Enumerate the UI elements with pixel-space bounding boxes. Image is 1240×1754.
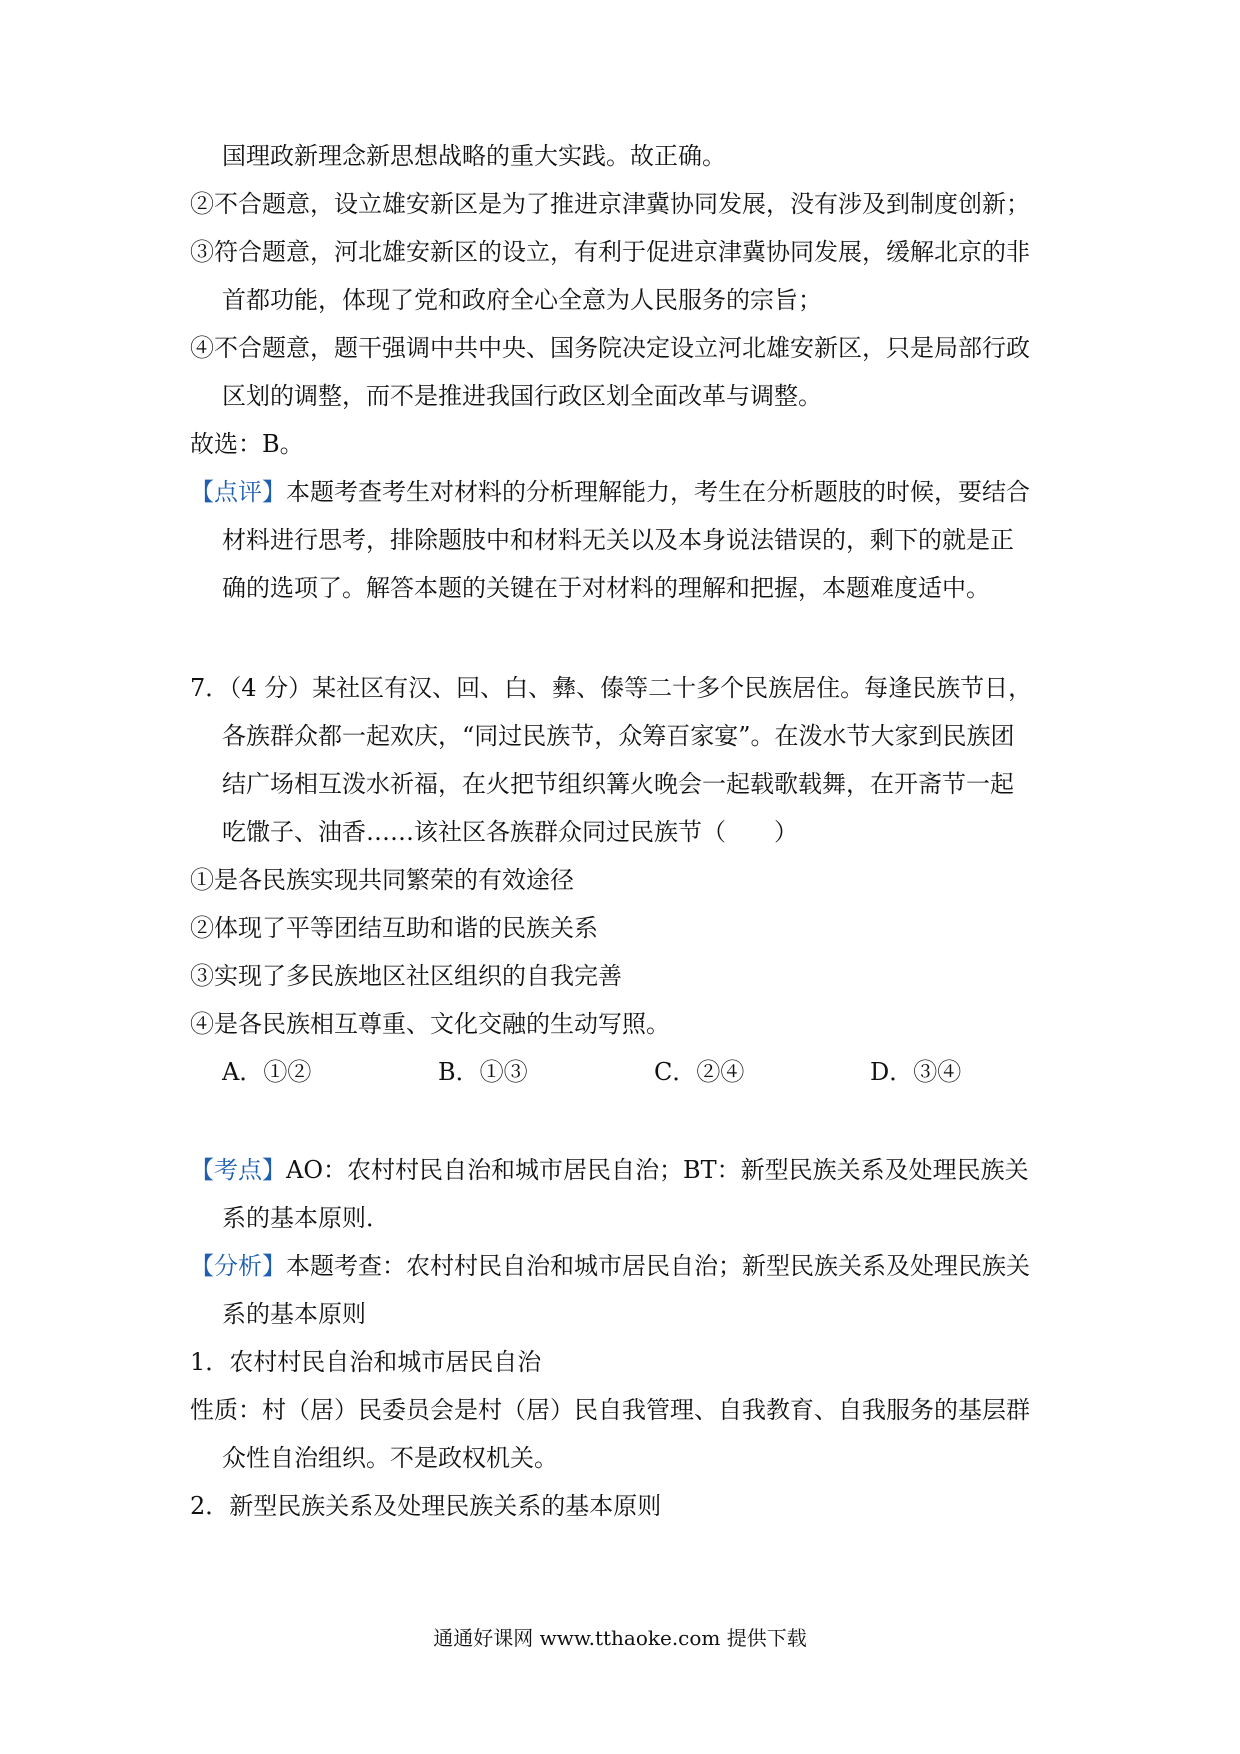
review-tag: 【点评】 <box>190 478 286 506</box>
fenxi-line-2: 系的基本原则 <box>222 1300 366 1328</box>
review-text-1: 本题考查考生对材料的分析理解能力，考生在分析题肢的时候，要结合 <box>286 478 1030 506</box>
fenxi-line-1 <box>190 1250 1030 1282</box>
choice-a: A．①② <box>222 1058 312 1086</box>
fenxi-text-1: 本题考查：农村村民自治和城市居民自治；新型民族关系及处理民族关 <box>286 1252 1030 1280</box>
kaodian-line-2: 系的基本原则． <box>222 1204 390 1232</box>
review-line-1 <box>190 476 1030 508</box>
prev-line-4: 首都功能，体现了党和政府全心全意为人民服务的宗旨； <box>222 286 822 314</box>
review-line-3: 确的选项了。解答本题的关键在于对材料的理解和把握，本题难度适中。 <box>222 574 990 602</box>
prev-line-2: ②不合题意，设立雄安新区是为了推进京津冀协同发展，没有涉及到制度创新； <box>190 190 1030 218</box>
option-4: ④是各民族相互尊重、文化交融的生动写照。 <box>190 1010 670 1038</box>
point-1-text-2: 众性自治组织。不是政权机关。 <box>222 1444 558 1472</box>
choice-c: C．②④ <box>654 1058 745 1086</box>
question-7-line-1: 7．（4 分）某社区有汉、回、白、彝、傣等二十多个民族居住。每逢民族节日， <box>190 674 1033 702</box>
question-7-line-3: 结广场相互泼水祈福，在火把节组织篝火晚会一起载歌载舞，在开斋节一起 <box>222 770 1014 798</box>
kaodian-line-1 <box>190 1154 1029 1186</box>
point-1-heading: 1．农村村民自治和城市居民自治 <box>190 1348 542 1376</box>
point-1-text-1: 性质：村（居）民委员会是村（居）民自我管理、自我教育、自我服务的基层群 <box>190 1396 1030 1424</box>
kaodian-tag: 【考点】 <box>190 1156 286 1184</box>
option-2: ②体现了平等团结互助和谐的民族关系 <box>190 914 598 942</box>
choice-b: B．①③ <box>438 1058 528 1086</box>
question-7-line-4: 吃馓子、油香……该社区各族群众同过民族节（ ） <box>222 818 798 846</box>
point-2-heading: 2．新型民族关系及处理民族关系的基本原则 <box>190 1492 662 1520</box>
answer-choices <box>222 1056 1086 1088</box>
kaodian-text-1: AO：农村村民自治和城市居民自治；BT：新型民族关系及处理民族关 <box>286 1156 1029 1184</box>
question-7-line-2: 各族群众都一起欢庆，“同过民族节，众筹百家宴”。在泼水节大家到民族团 <box>222 722 1015 750</box>
prev-line-5: ④不合题意，题干强调中共中央、国务院决定设立河北雄安新区，只是局部行政 <box>190 334 1030 362</box>
review-line-2: 材料进行思考，排除题肢中和材料无关以及本身说法错误的，剩下的就是正 <box>222 526 1014 554</box>
page-footer: 通通好课网 www.tthaoke.com 提供下载 <box>433 1626 807 1650</box>
option-1: ①是各民族实现共同繁荣的有效途径 <box>190 866 574 894</box>
choice-d: D．③④ <box>870 1058 962 1086</box>
option-3: ③实现了多民族地区社区组织的自我完善 <box>190 962 622 990</box>
prev-line-6: 区划的调整，而不是推进我国行政区划全面改革与调整。 <box>222 382 822 410</box>
fenxi-tag: 【分析】 <box>190 1252 286 1280</box>
answer-line: 故选：B。 <box>190 430 304 458</box>
prev-line-1: 国理政新理念新思想战略的重大实践。故正确。 <box>222 142 726 170</box>
prev-line-3: ③符合题意，河北雄安新区的设立，有利于促进京津冀协同发展，缓解北京的非 <box>190 238 1030 266</box>
